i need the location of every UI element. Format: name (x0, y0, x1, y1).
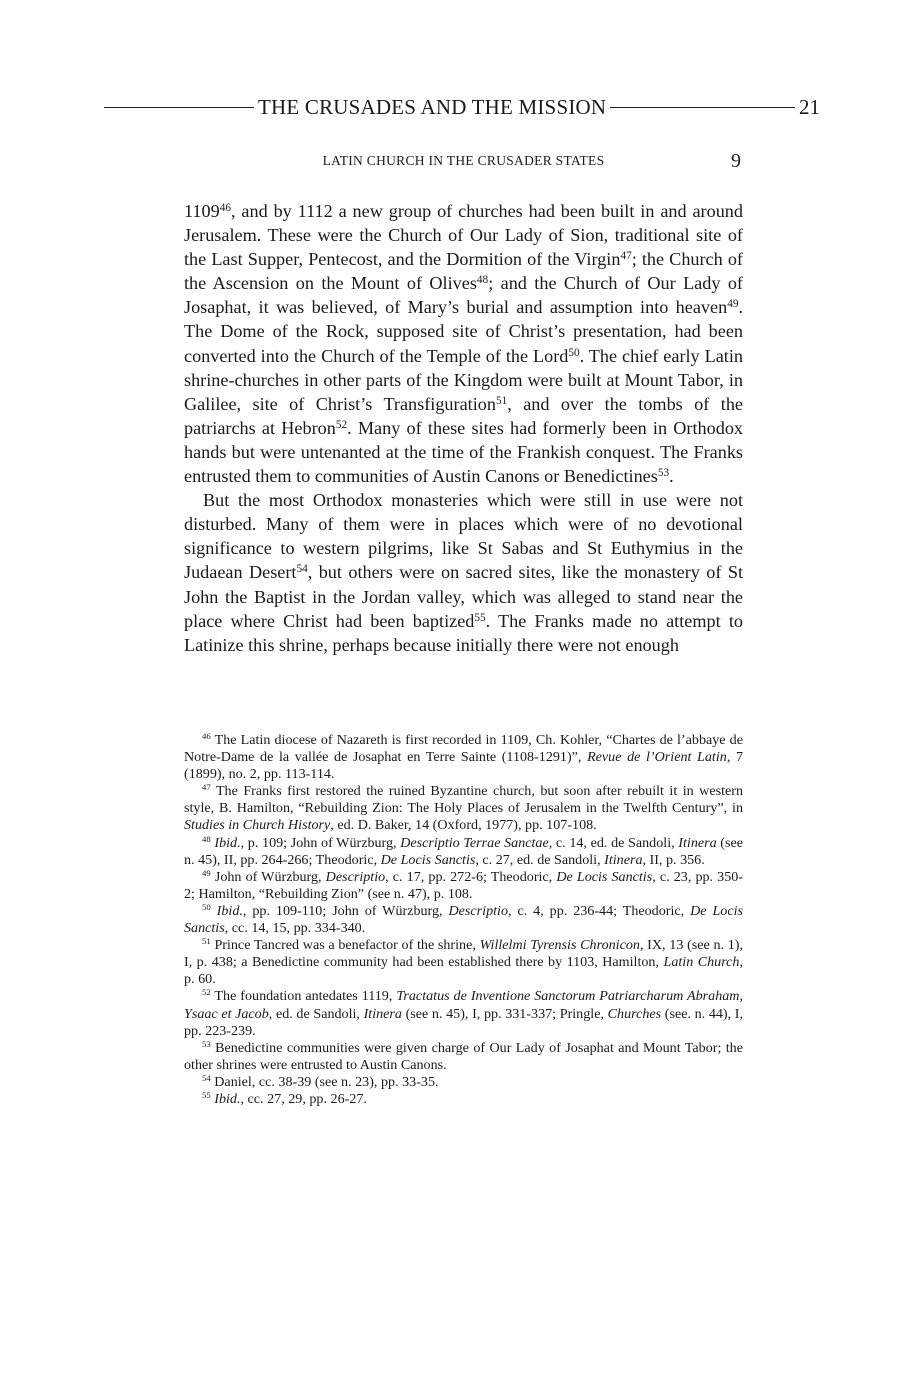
footnote (184, 937, 743, 988)
note-ref: 48 (476, 274, 489, 287)
text-run: ; and the Church of Our Lady of Josaphat, it was believed, of Mary’s burial and assumption into heaven (184, 273, 743, 318)
italic-title: Studies in Church History (184, 817, 331, 834)
footnote (184, 732, 743, 783)
note-ref: 51 (202, 936, 211, 947)
italic-title: Latin Church (663, 954, 740, 971)
text-run: , IX, 13 (see n. 1), I, p. 438; a Benedictine community had been established there by 1103, Hamilton, (184, 937, 743, 971)
note-ref: 47 (202, 782, 211, 793)
italic-title: De Locis Sanctis (556, 868, 653, 885)
text-run: , ed. D. Baker, 14 (Oxford, 1977), pp. 107-108. (330, 817, 597, 834)
italic-title: De Locis Sanctis (184, 902, 743, 937)
text-run: 1109 (184, 201, 220, 221)
running-head (104, 92, 820, 122)
footnote (184, 869, 743, 903)
italic-title: Ibid. (214, 1090, 241, 1107)
note-ref: 52 (202, 987, 211, 998)
italic-title: Willelmi Tyrensis Chronicon (479, 937, 640, 954)
footnote (184, 1074, 743, 1091)
text-run: Benedictine communities were given charge of Our Lady of Josaphat and Mount Tabor; the other shrines were entrusted to Austin Canons. (184, 1039, 743, 1073)
running-head-rule-left (104, 107, 254, 108)
note-ref: 46 (219, 201, 231, 214)
italic-title: Descriptio (325, 868, 386, 885)
note-ref: 49 (202, 867, 211, 878)
text-run: . The Dome of the Rock, supposed site of Christ’s presentation, had been converted into the Church of the Temple of the Lord (184, 297, 743, 366)
text-run: . (669, 466, 674, 487)
text-run: The foundation antedates 1119, (210, 988, 397, 1005)
text-run: , c. 17, pp. 272-6; Theodoric, (385, 868, 557, 885)
italic-title: Descriptio (448, 902, 508, 919)
text-run: John of Würzburg, (210, 868, 326, 885)
italic-title: Tractatus de Inventione Sanctorum Patriarcharum Abraham, Ysaac et Jacob (184, 988, 743, 1022)
text-run: (see n. 45), II, pp. 264-266; Theodoric, (184, 834, 743, 868)
text-run: . Many of these sites had formerly been in Orthodox hands but were untenanted at the time of the Frankish conquest. The Franks entrusted them to communities of Austin Canons or Benedictines (184, 417, 744, 487)
note-ref: 53 (202, 1038, 211, 1049)
text-run: , pp. 109-110; John of Würzburg, (242, 902, 449, 919)
italic-title: Churches (607, 1005, 662, 1022)
footnote (184, 903, 743, 937)
text-run: , cc. 27, 29, pp. 26-27. (240, 1090, 367, 1107)
note-ref: 50 (202, 902, 211, 913)
italic-title: Descriptio Terrae Sanctae (400, 834, 549, 851)
note-ref: 52 (335, 418, 348, 431)
text-run: , 7 (1899), no. 2, pp. 113-114. (184, 749, 743, 783)
note-ref: 55 (202, 1090, 211, 1101)
italic-title: Itinera (363, 1005, 402, 1022)
text-run: ; the Church of the Ascension on the Mount of Olives (184, 249, 743, 294)
note-ref: 47 (620, 249, 632, 262)
note-ref: 46 (202, 731, 211, 742)
italic-title: Itinera (604, 851, 643, 868)
italic-title: Itinera (678, 834, 717, 851)
inner-head (184, 150, 743, 174)
text-run: , p. 60. (184, 954, 744, 988)
running-head-rule-right (610, 107, 795, 108)
running-head-page-number: 21 (799, 94, 820, 119)
body-paragraph (184, 199, 743, 488)
text-run: Daniel, cc. 38-39 (see n. 23), pp. 33-35. (210, 1073, 439, 1090)
text-run: But the most Orthodox monasteries which were still in use were not disturbed. Many of them were in places which were of no devotional significance to western pilgrims, like St Sabas and St Euthymius in the Judaean Desert (184, 490, 743, 583)
text-run: , II, p. 356. (642, 851, 705, 868)
note-ref: 48 (202, 833, 211, 844)
italic-title: Revue de l’Orient Latin (587, 749, 727, 766)
text-run: (see. n. 44), I, pp. 223-239. (184, 1005, 744, 1039)
text-run: , c. 27, ed. de Sandoli, (475, 851, 605, 868)
footnote (184, 1040, 743, 1074)
footnote (184, 835, 743, 869)
note-ref: 49 (727, 298, 739, 311)
note-ref: 53 (657, 466, 670, 479)
text-run: , ed. de Sandoli, (268, 1005, 364, 1022)
body-text (184, 199, 743, 657)
footnote (184, 988, 743, 1039)
running-head-title: THE CRUSADES AND THE MISSION (258, 94, 607, 119)
note-ref: 51 (495, 394, 508, 407)
text-run: , c. 14, ed. de Sandoli, (548, 834, 679, 851)
text-run: . The Franks made no attempt to Latinize this shrine, perhaps because initially there were not enough (184, 610, 743, 655)
inner-head-title: LATIN CHURCH IN THE CRUSADER STATES (322, 153, 605, 168)
text-run: , p. 109; John of Würzburg, (240, 834, 401, 851)
footnote (184, 1091, 743, 1108)
text-run: Prince Tancred was a benefactor of the shrine, (210, 937, 480, 954)
italic-title: Ibid. (216, 902, 243, 919)
text-run: , and over the tombs of the patriarchs at Hebron (184, 393, 743, 438)
note-ref: 54 (202, 1073, 211, 1084)
note-ref: 55 (474, 611, 486, 624)
note-ref: 54 (296, 563, 308, 576)
text-run: The Latin diocese of Nazareth is first recorded in 1109, Ch. Kohler, “Chartes de l’abbaye de Notre-Dame de la vallée de Josaphat en Terre Sainte (1108-1291)”, (184, 732, 743, 766)
text-run: The Franks first restored the ruined Byzantine church, but soon after rebuilt it in western style, B. Hamilton, “Rebuilding Zion: The Holy Places of Jerusalem in the Twelfth Century”, in (184, 783, 743, 817)
text-run: , and by 1112 a new group of churches had been built in and around Jerusalem. These were the Church of Our Lady of Sion, traditional site of the Last Supper, Pentecost, and the Dormition of the Virgin (184, 201, 743, 270)
text-run: . The chief early Latin shrine-churches in other parts of the Kingdom were built at Mount Tabor, in Galilee, site of Christ’s Transfiguration (184, 345, 743, 414)
text-run: , cc. 14, 15, pp. 334-340. (224, 920, 366, 937)
text-run: , c. 23, pp. 350-2; Hamilton, “Rebuilding Zion” (see n. 47), p. 108. (184, 868, 744, 902)
footnotes (184, 732, 743, 1108)
text-run: (see n. 45), I, pp. 331-337; Pringle, (401, 1005, 608, 1022)
body-paragraph (184, 488, 743, 657)
text-run: , but others were on sacred sites, like the monastery of St John the Baptist in the Jordan valley, which was alleged to stand near the place where Christ had been baptized (184, 562, 744, 631)
italic-title: De Locis Sanctis (380, 851, 476, 868)
note-ref: 50 (568, 346, 580, 359)
italic-title: Ibid. (214, 834, 241, 851)
text-run: , c. 4, pp. 236-44; Theodoric, (508, 902, 691, 919)
inner-head-page-number: 9 (731, 150, 741, 172)
footnote (184, 783, 743, 834)
